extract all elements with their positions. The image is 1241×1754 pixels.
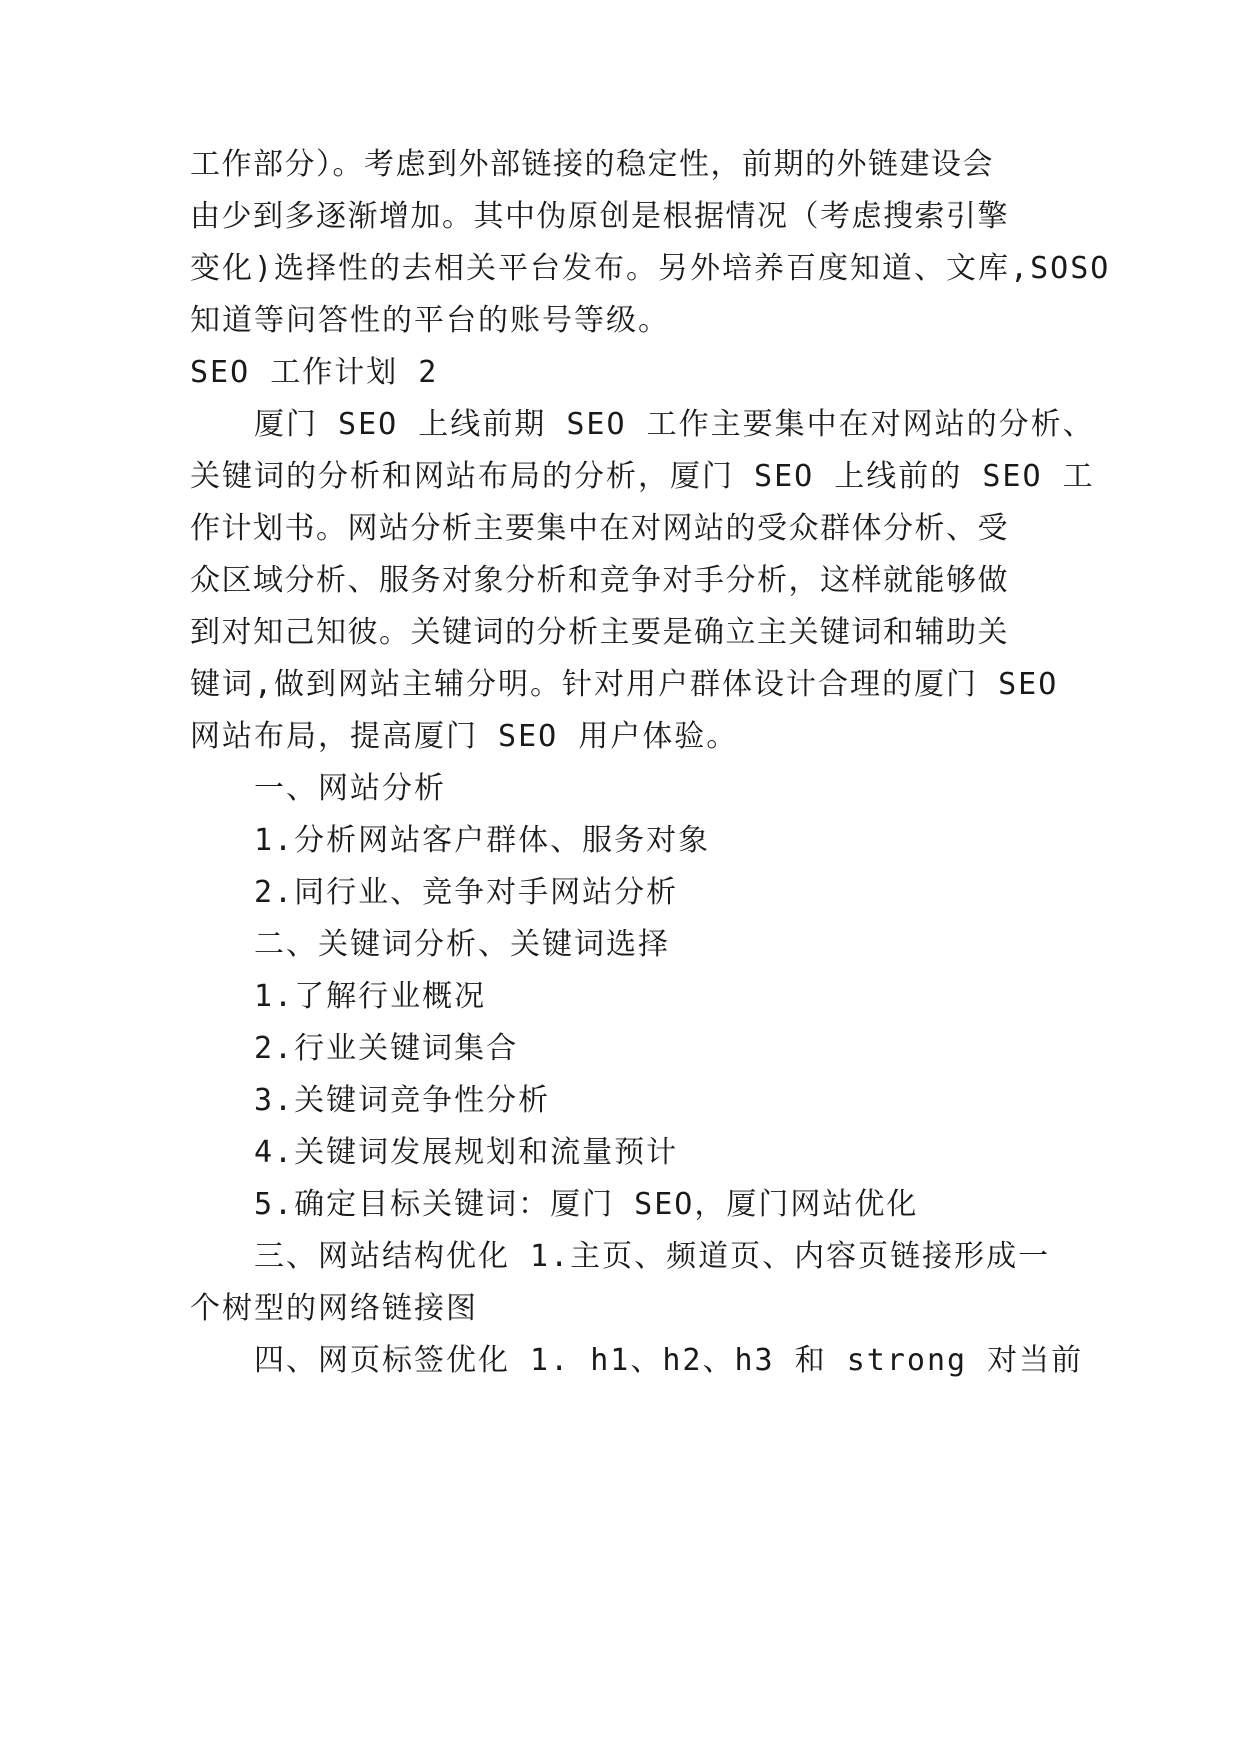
paragraph-line: 作计划书。网站分析主要集中在对网站的受众群体分析、受: [190, 511, 1009, 546]
outline-heading: 四、网页标签优化 1. h1、h2、h3 和 strong 对当前: [254, 1343, 1084, 1378]
outline-item: 3.关键词竞争性分析: [254, 1083, 551, 1118]
outline-heading: 二、关键词分析、关键词选择: [254, 927, 670, 962]
outline-item: 个树型的网络链接图: [190, 1291, 478, 1326]
paragraph-line: 键词,做到网站主辅分明。针对用户群体设计合理的厦门 SEO: [190, 667, 1059, 702]
paragraph-line: 关键词的分析和网站布局的分析，厦门 SEO 上线前的 SEO 工: [190, 459, 1095, 494]
paragraph-line: 知道等问答性的平台的账号等级。: [190, 303, 670, 338]
paragraph-line: 工作部分）。考虑到外部链接的稳定性，前期的外链建设会: [190, 147, 994, 182]
outline-item: 1.分析网站客户群体、服务对象: [254, 823, 711, 858]
outline-item: 4.关键词发展规划和流量预计: [254, 1135, 679, 1170]
paragraph-line: 变化)选择性的去相关平台发布。另外培养百度知道、文库,SOSO: [190, 251, 1111, 286]
outline-item: 2.同行业、竞争对手网站分析: [254, 875, 679, 910]
outline-item: 5.确定目标关键词：厦门 SEO，厦门网站优化: [254, 1187, 919, 1222]
outline-item: 2.行业关键词集合: [254, 1031, 519, 1066]
section-title: SEO 工作计划 2: [190, 355, 439, 390]
paragraph-line: 众区域分析、服务对象分析和竞争对手分析，这样就能够做: [190, 563, 1009, 598]
paragraph-line: 网站布局，提高厦门 SEO 用户体验。: [190, 719, 739, 754]
outline-heading: 一、网站分析: [254, 771, 446, 806]
outline-item: 1.了解行业概况: [254, 979, 487, 1014]
outline-heading: 三、网站结构优化 1.主页、频道页、内容页链接形成一: [254, 1239, 1051, 1274]
paragraph-line: 到对知己知彼。关键词的分析主要是确立主关键词和辅助关: [190, 615, 1009, 650]
paragraph-line: 由少到多逐渐增加。其中伪原创是根据情况（考虑搜索引擎: [190, 199, 1009, 234]
paragraph-line: 厦门 SEO 上线前期 SEO 工作主要集中在对网站的分析、: [254, 407, 1095, 442]
